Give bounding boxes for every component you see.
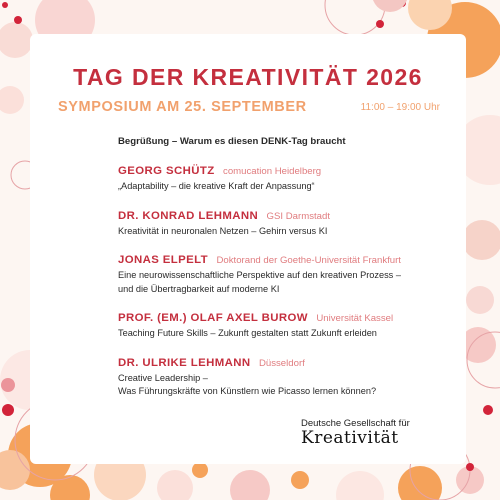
deco-circle (0, 22, 33, 58)
deco-circle (14, 16, 22, 24)
deco-circle (2, 404, 14, 416)
logo-text: Deutsche Gesellschaft für (301, 418, 410, 429)
event-time: 11:00 – 19:00 Uhr (360, 102, 440, 113)
deco-circle (0, 86, 24, 114)
deco-circle (372, 0, 408, 12)
logo-wordmark: Kreativität (301, 428, 399, 448)
speaker-affiliation: Doktorand der Goethe-Universität Frankfurt (216, 255, 401, 266)
deco-circle (291, 471, 309, 489)
deco-circle (157, 470, 193, 500)
event-subtitle: SYMPOSIUM AM 25. SEPTEMBER (58, 99, 307, 115)
program-item (118, 251, 448, 296)
talk-title: Was Führungskräfte von Künstlern wie Picasso lernen können? (118, 386, 377, 396)
deco-circle (376, 20, 384, 28)
deco-circle (2, 2, 8, 8)
program-item (118, 207, 448, 239)
speaker-name: DR. KONRAD LEHMANN (118, 209, 259, 222)
speaker-affiliation: comucation Heidelberg (223, 166, 322, 177)
program-item (118, 162, 448, 194)
speaker-affiliation: GSI Darmstadt (266, 210, 330, 222)
deco-circle (230, 470, 270, 500)
speaker-affiliation: Universität Kassel (316, 313, 394, 324)
speaker-name: DR. ULRIKE LEHMANN (118, 356, 251, 369)
deco-circle (462, 220, 500, 260)
deco-circle (466, 286, 494, 314)
program-item (118, 354, 448, 399)
talk-title: Eine neurowissenschaftliche Perspektive auf den kreativen Prozess – (118, 270, 401, 280)
program-intro: Begrüßung – Warum es diesen DENK-Tag braucht (118, 136, 346, 147)
talk-title: „Adaptability – die kreative Kraft der Anpassung“ (118, 181, 315, 191)
deco-circle (483, 405, 493, 415)
speaker-name: PROF. (EM.) OLAF AXEL BUROW (118, 312, 308, 324)
program-list (118, 136, 448, 412)
page-title: TAG DER KREATIVITÄT 2026 (73, 64, 423, 90)
talk-title: Teaching Future Skills – Zukunft gestalten statt Zukunft erleiden (118, 328, 377, 338)
deco-circle (466, 463, 474, 471)
speaker-affiliation: Düsseldorf (258, 357, 305, 369)
organization-logo (301, 418, 451, 447)
speaker-name: GEORG SCHÜTZ (118, 165, 215, 177)
deco-circle (398, 466, 442, 500)
program-card (30, 34, 466, 464)
program-item (118, 309, 448, 341)
deco-circle (336, 471, 384, 500)
talk-title: und die Übertragbarkeit auf moderne KI (118, 283, 280, 294)
talk-title: Kreativität in neuronalen Netzen – Gehirn versus KI (118, 225, 328, 236)
speaker-name: JONAS ELPELT (118, 254, 209, 266)
talk-title: Creative Leadership – (118, 372, 208, 383)
deco-circle (192, 462, 208, 478)
